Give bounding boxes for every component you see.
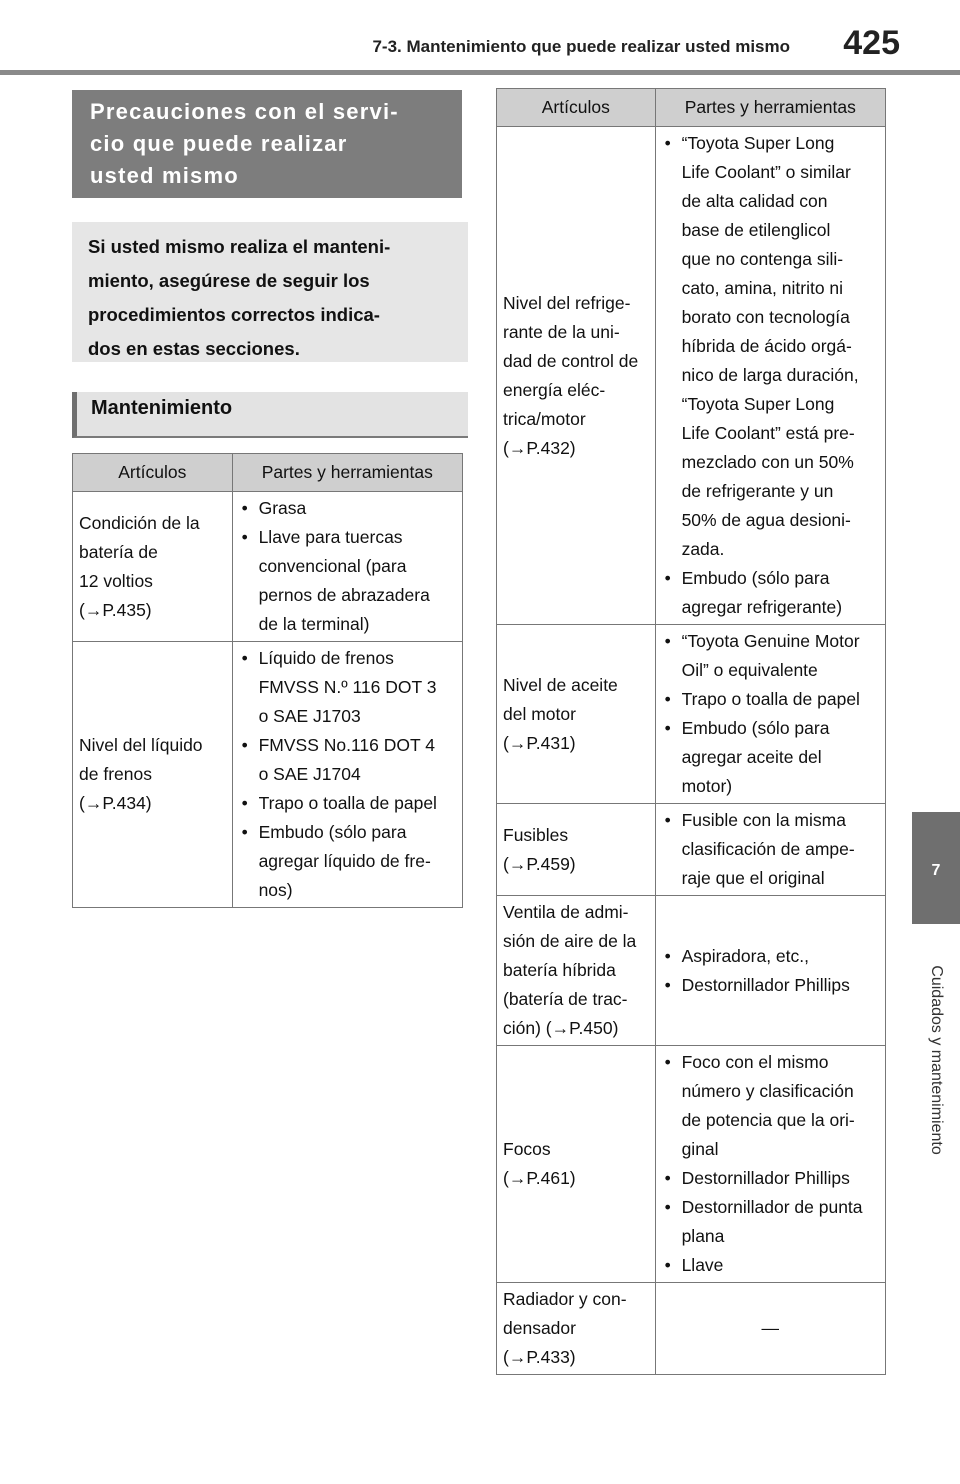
section-title: 7-3. Mantenimiento que puede realizar usted mismo	[372, 37, 790, 56]
tools-cell	[655, 1046, 885, 1283]
parts-table-left	[72, 453, 463, 908]
tool-line: • Trapo o toalla de papel	[681, 689, 860, 709]
tools-list	[660, 627, 881, 801]
column-header-items: Artículos	[73, 454, 233, 492]
tools-cell	[655, 896, 885, 1046]
item-cell	[73, 642, 233, 908]
item-line: Fusibles	[503, 824, 569, 845]
item-line: (→P.431)	[503, 732, 576, 753]
table-row	[497, 804, 886, 896]
tool-line: ginal	[681, 1139, 719, 1159]
tool-line: Life Coolant” está pre-	[681, 423, 855, 443]
table-row	[497, 1046, 886, 1283]
precautions-heading	[72, 90, 462, 198]
precautions-heading-line: cio que puede realizar	[90, 131, 348, 156]
item-line: (→P.435)	[79, 599, 152, 620]
item-line: batería de	[79, 541, 158, 562]
tool-item	[660, 1193, 881, 1251]
tools-list	[660, 129, 881, 622]
tools-list	[237, 644, 458, 905]
tool-line: • Foco con el mismo	[681, 1052, 829, 1072]
column-header-tools: Partes y herramientas	[655, 89, 885, 127]
tool-line: • “Toyota Super Long	[681, 133, 835, 153]
tool-line: • Destornillador de punta	[681, 1197, 863, 1217]
page-number: 425	[843, 24, 900, 62]
tool-line: de refrigerante y un	[681, 481, 834, 501]
tools-list	[660, 1048, 881, 1280]
chapter-tab-label: Cuidados y mantenimiento	[928, 965, 945, 1155]
tools-cell	[232, 642, 462, 908]
tool-line: agregar líquido de fre-	[258, 851, 431, 871]
tool-line: zada.	[681, 539, 725, 559]
tool-line: • FMVSS No.116 DOT 4	[258, 735, 435, 755]
maintenance-heading: Mantenimiento	[72, 392, 468, 438]
tool-item	[237, 523, 458, 639]
table-row	[497, 625, 886, 804]
tool-line: raje que el original	[681, 868, 825, 888]
tool-line: que no contenga sili-	[681, 249, 844, 269]
item-cell	[497, 804, 656, 896]
tool-line: nos)	[258, 880, 293, 900]
tool-line: • Embudo (sólo para	[681, 568, 830, 588]
tool-item	[660, 971, 881, 1000]
tool-item	[660, 129, 881, 564]
tool-line: agregar refrigerante)	[681, 597, 843, 617]
tool-item	[660, 1164, 881, 1193]
note-line: procedimientos correctos indica-	[88, 304, 380, 325]
item-line: sión de aire de la	[503, 931, 637, 951]
tool-line: nico de larga duración,	[681, 365, 859, 385]
item-line: batería híbrida	[503, 960, 616, 980]
item-line: Ventila de admi-	[503, 902, 629, 922]
item-line: Condición de la	[79, 512, 200, 533]
tool-line: • Embudo (sólo para	[258, 822, 407, 842]
tool-line: • Destornillador Phillips	[681, 974, 850, 995]
tool-line: —	[761, 1318, 780, 1338]
tools-list	[237, 494, 458, 639]
tool-line: • Aspiradora, etc.,	[681, 945, 809, 966]
tool-line: de la terminal)	[258, 614, 370, 634]
item-cell	[497, 127, 656, 625]
item-line: (→P.432)	[503, 437, 576, 458]
header-divider	[0, 70, 960, 75]
tool-line: • Grasa	[258, 498, 307, 518]
table-row	[497, 1283, 886, 1375]
table-header-row	[73, 454, 463, 492]
tool-item	[660, 942, 881, 971]
item-line: dad de control de	[503, 350, 639, 371]
tool-line: • “Toyota Genuine Motor	[681, 631, 860, 651]
tool-item	[237, 731, 458, 789]
tool-line: cato, amina, nitrito ni	[681, 278, 844, 298]
tool-line: • Embudo (sólo para	[681, 718, 830, 738]
tools-cell	[232, 492, 462, 642]
tool-item	[660, 806, 881, 893]
item-line: (→P.459)	[503, 853, 576, 874]
note-line: miento, asegúrese de seguir los	[88, 270, 370, 291]
item-line: de frenos	[79, 764, 152, 784]
tools-cell	[655, 127, 885, 625]
tool-item	[660, 564, 881, 622]
tool-line: 50% de agua desioni-	[681, 510, 851, 530]
item-line: trica/motor	[503, 408, 586, 429]
chapter-tab-number: 7	[931, 862, 941, 879]
note-line: dos en estas secciones.	[88, 338, 300, 359]
precautions-heading-line: usted mismo	[90, 163, 239, 188]
tools-list	[660, 806, 881, 893]
tool-line: Life Coolant” o similar	[681, 162, 851, 182]
table-row	[497, 896, 886, 1046]
table-row	[73, 642, 463, 908]
tools-cell	[655, 804, 885, 896]
tools-cell	[655, 625, 885, 804]
item-line: Nivel de aceite	[503, 674, 618, 695]
item-line: Nivel del refrige-	[503, 292, 631, 313]
tool-item	[237, 494, 458, 523]
tool-line: base de etilenglicol	[681, 220, 831, 240]
item-line: densador	[503, 1318, 576, 1338]
tool-line: de alta calidad con	[681, 191, 828, 211]
tool-line: mezclado con un 50%	[681, 452, 854, 472]
tool-line: • Llave para tuercas	[258, 527, 403, 547]
table-header-row	[497, 89, 886, 127]
tool-line: borato con tecnología	[681, 307, 850, 327]
tools-cell	[655, 1283, 885, 1375]
tool-item	[660, 714, 881, 801]
parts-table-right	[496, 88, 886, 1375]
tool-item	[237, 644, 458, 731]
tool-line: o SAE J1703	[258, 706, 361, 726]
tool-line: • Trapo o toalla de papel	[258, 793, 437, 813]
tool-line: plana	[681, 1226, 725, 1246]
item-line: Radiador y con-	[503, 1289, 627, 1309]
tool-line: motor)	[681, 776, 733, 796]
page-header	[0, 0, 960, 76]
item-cell	[497, 625, 656, 804]
tool-line: pernos de abrazadera	[258, 585, 430, 605]
tool-line: “Toyota Super Long	[681, 394, 835, 414]
item-line: Focos	[503, 1139, 551, 1159]
tool-line: de potencia que la ori-	[681, 1110, 855, 1130]
tool-line: clasificación de ampe-	[681, 839, 855, 859]
table-row	[497, 127, 886, 625]
item-cell	[73, 492, 233, 642]
item-line: 12 voltios	[79, 570, 153, 591]
tools-list	[660, 942, 881, 1000]
tool-line: o SAE J1704	[258, 764, 361, 784]
item-cell	[497, 896, 656, 1046]
tool-item	[660, 685, 881, 714]
tool-line: Oil” o equivalente	[681, 660, 818, 680]
tool-item	[660, 1048, 881, 1164]
item-line: (batería de trac-	[503, 989, 628, 1009]
tool-line: • Líquido de frenos	[258, 648, 394, 668]
item-line: (→P.433)	[503, 1347, 576, 1367]
tool-item	[237, 818, 458, 905]
tool-line: híbrida de ácido orgá-	[681, 336, 852, 356]
tool-line: • Destornillador Phillips	[681, 1168, 850, 1188]
item-cell	[497, 1046, 656, 1283]
tool-line: • Llave	[681, 1255, 724, 1275]
item-cell	[497, 1283, 656, 1375]
item-line: ción) (→P.450)	[503, 1018, 619, 1038]
table-row	[73, 492, 463, 642]
item-line: rante de la uni-	[503, 321, 620, 342]
tool-line: número y clasificación	[681, 1081, 854, 1101]
precautions-heading-line: Precauciones con el servi-	[90, 99, 399, 124]
item-line: energía eléc-	[503, 379, 606, 400]
column-header-items: Artículos	[497, 89, 656, 127]
column-header-tools: Partes y herramientas	[232, 454, 462, 492]
tool-line: agregar aceite del	[681, 747, 822, 767]
item-line: (→P.461)	[503, 1168, 576, 1188]
tool-item	[237, 789, 458, 818]
tool-line: FMVSS N.º 116 DOT 3	[258, 677, 437, 697]
maintenance-note	[72, 222, 468, 362]
item-line: (→P.434)	[79, 793, 152, 813]
item-line: del motor	[503, 703, 576, 724]
tool-item	[660, 627, 881, 685]
item-line: Nivel del líquido	[79, 735, 203, 755]
tool-item	[660, 1251, 881, 1280]
tool-line: convencional (para	[258, 556, 407, 576]
tool-line: • Fusible con la misma	[681, 810, 846, 830]
note-line: Si usted mismo realiza el manteni-	[88, 236, 391, 257]
